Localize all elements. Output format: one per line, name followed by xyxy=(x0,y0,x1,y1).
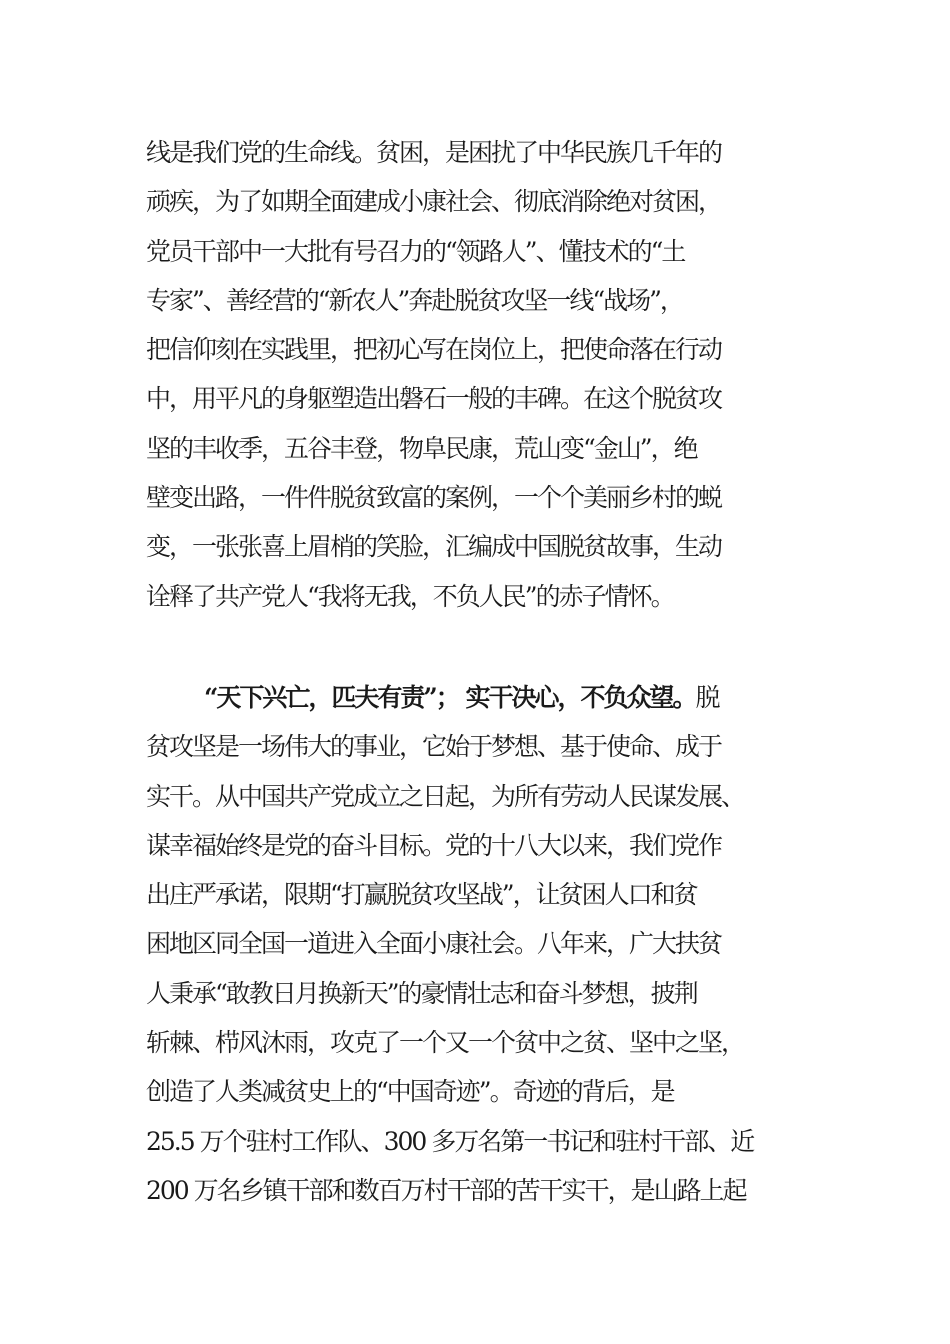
paragraph-1 xyxy=(146,128,826,621)
text-line: 中，用平凡的身躯塑造出磐石一般的丰碑。在这个脱贫攻 xyxy=(146,384,722,414)
text-line: 出庄严承诺，限期“打赢脱贫攻坚战”，让贫困人口和贫 xyxy=(146,880,697,910)
text-line: 坚的丰收季，五谷丰登，物阜民康，荒山变“金山”，绝 xyxy=(146,433,697,463)
text-line: 创造了人类减贫史上的“中国奇迹”。奇迹的背后，是 xyxy=(146,1077,674,1107)
text-line: 把信仰刻在实践里，把初心写在岗位上，把使命落在行动 xyxy=(146,335,722,365)
text-line: 变，一张张喜上眉梢的笑脸，汇编成中国脱贫故事，生动 xyxy=(146,532,722,562)
paragraph-heading: “天下兴亡，匹夫有责”； 实干决心，不负众望。 xyxy=(204,683,696,712)
text-line: 壁变出路，一件件脱贫致富的案例，一个个美丽乡村的蜕 xyxy=(146,483,722,513)
text-line: 人秉承“敢教日月换新天”的豪情壮志和奋斗梦想，披荆 xyxy=(146,978,697,1008)
text-line: 25.5 万个驻村工作队、300 多万名第一书记和驻村干部、近 xyxy=(146,1126,754,1156)
paragraph-2 xyxy=(146,673,826,1215)
text-line: 实干。从中国共产党成立之日起，为所有劳动人民谋发展、 xyxy=(146,781,745,811)
paragraph-first-line xyxy=(146,673,826,722)
text-line: 200 万名乡镇干部和数百万村干部的苦干实干，是山路上起 xyxy=(146,1175,746,1205)
text-run: 脱 xyxy=(695,683,719,712)
text-line: 专家”、善经营的“新农人”奔赴脱贫攻坚一线“战场”， xyxy=(146,285,683,315)
text-line: 谋幸福始终是党的奋斗目标。党的十八大以来，我们党作 xyxy=(146,830,722,860)
text-line: 诠释了共产党人“我将无我，不负人民”的赤子情怀。 xyxy=(146,581,674,611)
text-line: 顽疾，为了如期全面建成小康社会、彻底消除绝对贫困， xyxy=(146,187,722,217)
text-line: 贫攻坚是一场伟大的事业，它始于梦想、基于使命、成于 xyxy=(146,732,722,762)
text-line: 线是我们党的生命线。贫困，是困扰了中华民族几千年的 xyxy=(146,138,722,167)
text-line: 党员干部中一大批有号召力的“领路人”、懂技术的“土 xyxy=(146,236,685,266)
text-line: 斩棘、栉风沐雨，攻克了一个又一个贫中之贫、坚中之坚， xyxy=(146,1028,745,1058)
text-line: 困地区同全国一道进入全面小康社会。八年来，广大扶贫 xyxy=(146,929,722,959)
